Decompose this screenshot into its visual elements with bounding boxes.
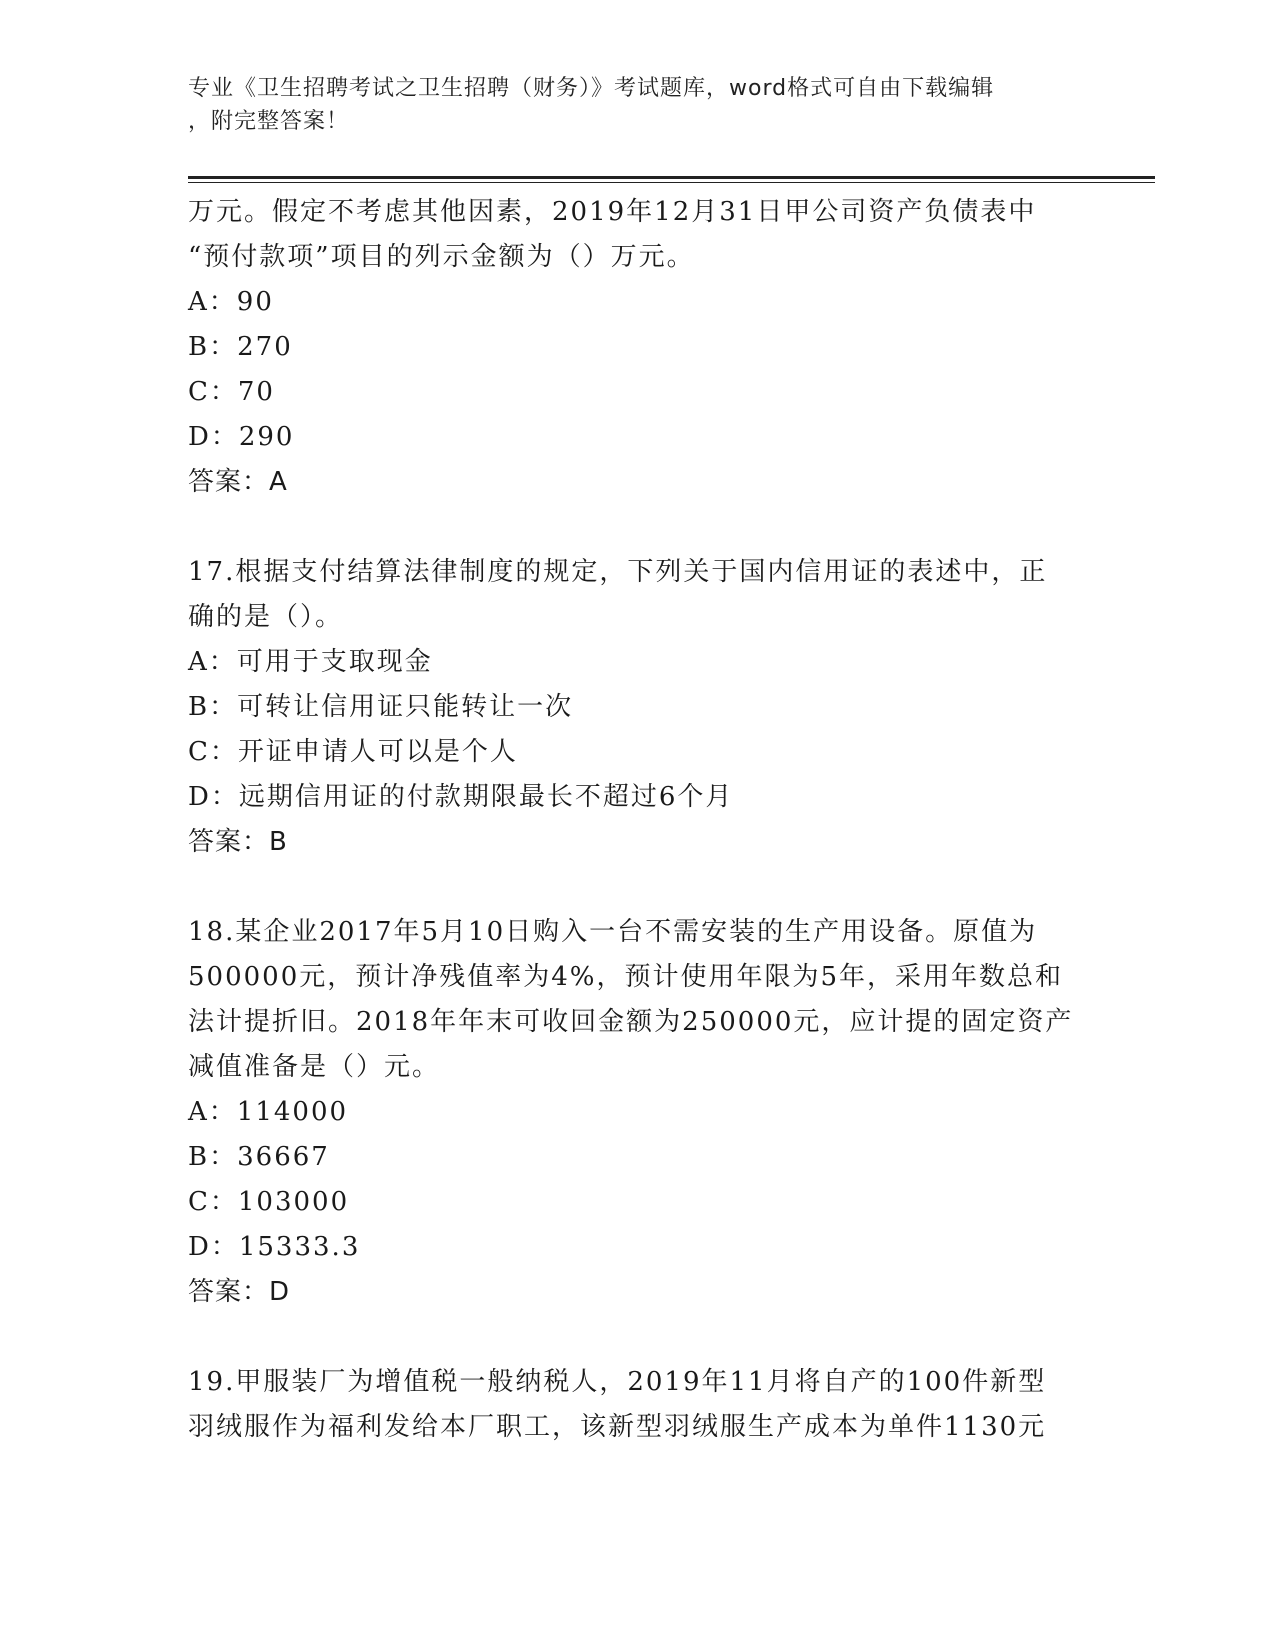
header-line-2: ，附完整答案！ (188, 109, 350, 134)
option-d: D：290 (188, 422, 295, 452)
spacer (188, 505, 1088, 550)
question-stem-line: 羽绒服作为福利发给本厂职工，该新型羽绒服生产成本为单件1130元 (188, 1412, 1047, 1442)
option-b: B：可转让信用证只能转让一次 (188, 692, 574, 722)
option-a: A：可用于支取现金 (188, 647, 433, 677)
option-c: C：70 (188, 377, 275, 407)
header-rule-thick (188, 176, 1155, 179)
option-d: D：远期信用证的付款期限最长不超过6个月 (188, 782, 734, 812)
question-17 (188, 550, 1088, 865)
option-b: B：270 (188, 332, 293, 362)
document-header (188, 72, 1088, 138)
question-stem-line: 确的是（）。 (188, 602, 344, 632)
answer-line: 答案：A (188, 467, 288, 497)
option-a: A：90 (188, 287, 274, 317)
question-list (188, 190, 1088, 1450)
question-stem-line: 法计提折旧。2018年年末可收回金额为250000元，应计提的固定资产 (188, 1007, 1074, 1037)
question-18 (188, 910, 1088, 1315)
option-c: C：开证申请人可以是个人 (188, 737, 518, 767)
answer-line: 答案：B (188, 827, 288, 857)
question-stem-line: 17.根据支付结算法律制度的规定，下列关于国内信用证的表述中，正 (188, 557, 1048, 587)
option-c: C：103000 (188, 1187, 350, 1217)
question-16 (188, 190, 1088, 505)
question-stem-line: 19.甲服装厂为增值税一般纳税人，2019年11月将自产的100件新型 (188, 1367, 1047, 1397)
question-stem-line: “预付款项”项目的列示金额为（）万元。 (188, 242, 695, 272)
option-a: A：114000 (188, 1097, 349, 1127)
header-line-1: 专业《卫生招聘考试之卫生招聘（财务）》考试题库，word格式可自由下载编辑 (188, 76, 995, 101)
question-stem-line: 18.某企业2017年5月10日购入一台不需安装的生产用设备。原值为 (188, 917, 1038, 947)
answer-line: 答案：D (188, 1277, 291, 1307)
question-19 (188, 1360, 1088, 1450)
spacer (188, 865, 1088, 910)
question-stem-line: 万元。假定不考虑其他因素，2019年12月31日甲公司资产负债表中 (188, 197, 1037, 227)
question-stem-line: 500000元，预计净残值率为4%，预计使用年限为5年，采用年数总和 (188, 962, 1064, 992)
option-d: D：15333.3 (188, 1232, 361, 1262)
spacer (188, 1315, 1088, 1360)
question-stem-line: 减值准备是（）元。 (188, 1052, 441, 1082)
option-b: B：36667 (188, 1142, 330, 1172)
header-rule-thin (188, 182, 1155, 183)
